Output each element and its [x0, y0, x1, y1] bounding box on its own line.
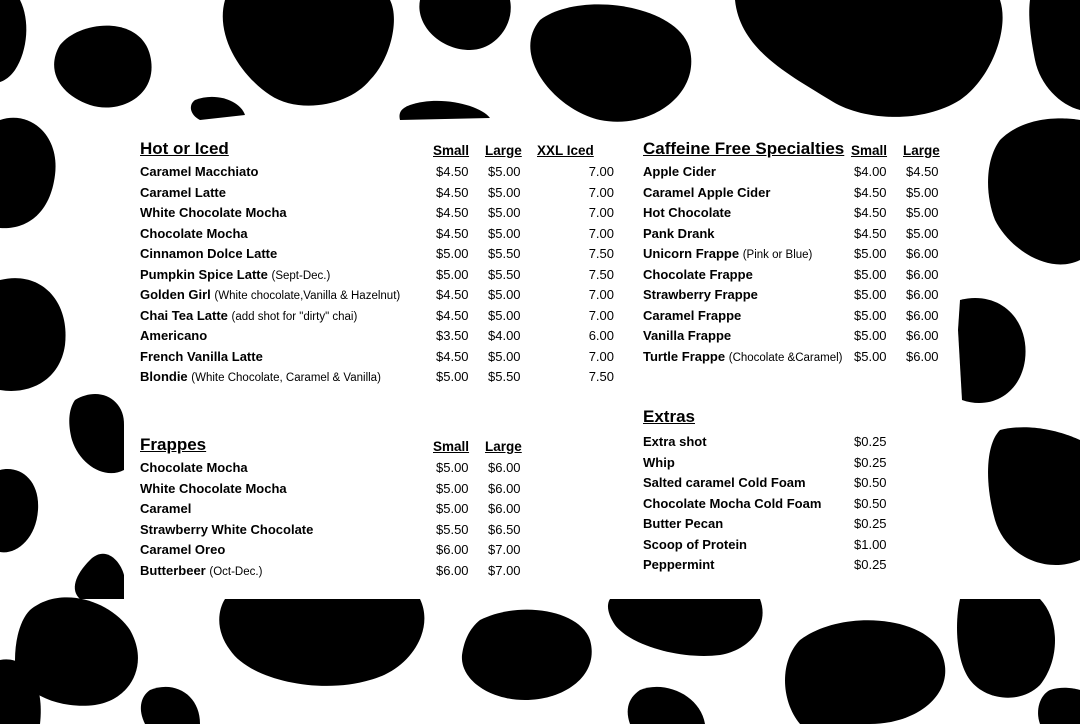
- item-name-text: White Chocolate Mocha: [140, 205, 287, 220]
- item-name: [643, 267, 753, 282]
- price: $1.00: [854, 536, 887, 552]
- price-large: $5.00: [488, 287, 521, 302]
- caffeine-free-section: [643, 139, 943, 366]
- price-small: $4.50: [436, 307, 469, 323]
- item-name: [643, 557, 715, 572]
- menu-item-row: [140, 478, 560, 499]
- item-note: (White chocolate,Vanilla & Hazelnut): [214, 290, 401, 302]
- price-small: $5.00: [854, 348, 887, 364]
- menu-item-row: [643, 305, 943, 326]
- menu-item-row: [140, 264, 614, 285]
- price: $0.25: [854, 557, 887, 572]
- item-name-text: Chai Tea Latte: [140, 307, 228, 323]
- price: $0.25: [854, 516, 887, 531]
- price-small: $4.00: [854, 164, 887, 179]
- item-note: (add shot for "dirty" chai): [231, 310, 358, 323]
- menu-item-row: [643, 325, 943, 346]
- item-name: [140, 481, 287, 496]
- menu-item-row: [643, 161, 943, 182]
- frappes-section: [140, 435, 560, 580]
- section-title-extras: Extras: [643, 407, 695, 426]
- menu-item-row: [140, 346, 614, 367]
- menu-card: [124, 123, 957, 599]
- item-note: (Oct-Dec.): [209, 565, 263, 578]
- price: $0.25: [854, 454, 887, 470]
- menu-item-row: [140, 243, 614, 264]
- item-name: [643, 185, 770, 200]
- price-large: $5.00: [488, 348, 521, 364]
- item-name: [643, 434, 707, 449]
- item-name-text: Caramel Oreo: [140, 542, 226, 557]
- item-name: [643, 246, 812, 261]
- item-name-text: Americano: [140, 328, 208, 343]
- price-large: $6.00: [488, 501, 521, 516]
- item-name-text: French Vanilla Latte: [140, 348, 263, 364]
- menu-item-row: [140, 366, 614, 387]
- price-small: $4.50: [436, 348, 469, 364]
- price-xxl-iced: 7.50: [588, 246, 614, 261]
- price-small: $4.50: [854, 225, 887, 241]
- item-name-text: Vanilla Frappe: [643, 328, 732, 343]
- price-large: $4.00: [488, 328, 521, 343]
- price-large: $5.00: [906, 225, 939, 241]
- item-name-text: Caramel Macchiato: [140, 164, 259, 179]
- item-name: [140, 369, 381, 384]
- price-large: $7.00: [488, 542, 521, 557]
- item-name-text: Butter Pecan: [643, 516, 724, 531]
- column-header-small: Small: [433, 143, 470, 158]
- price-small: $6.00: [436, 542, 469, 557]
- menu-item-row: [643, 223, 943, 244]
- menu-item-row: [643, 243, 943, 264]
- caffeine-free-header-row: [643, 139, 943, 161]
- menu-item-row: [140, 202, 614, 223]
- item-name: [643, 496, 821, 511]
- price-small: $5.00: [436, 369, 469, 384]
- price-xxl-iced: 7.50: [588, 369, 614, 384]
- item-name: [140, 328, 207, 343]
- item-name-text: Caramel: [140, 501, 192, 516]
- price-large: $5.00: [488, 225, 521, 241]
- column-header-xxl-iced: XXL Iced: [537, 143, 594, 158]
- price-small: $4.50: [854, 184, 887, 200]
- price-xxl-iced: 7.00: [588, 307, 614, 323]
- item-name: [643, 287, 758, 302]
- price-small: $5.00: [436, 480, 469, 496]
- menu-item-row: [140, 223, 614, 244]
- item-name: [140, 267, 330, 282]
- item-name-text: Unicorn Frappe: [643, 246, 740, 261]
- menu-item-row: [643, 493, 943, 514]
- item-name-text: Turtle Frappe: [643, 348, 726, 364]
- item-name-text: Apple Cider: [643, 164, 716, 179]
- menu-item-row: [140, 325, 614, 346]
- price-large: $4.50: [906, 164, 939, 179]
- price-large: $6.00: [906, 287, 939, 302]
- price-large: $6.00: [488, 460, 521, 475]
- price-small: $4.50: [436, 287, 469, 302]
- menu-item-row: [140, 284, 614, 305]
- menu-item-row: [140, 498, 560, 519]
- item-name: [643, 328, 731, 343]
- item-name-text: Peppermint: [643, 557, 715, 572]
- item-name: [140, 246, 277, 261]
- item-name-text: Whip: [643, 454, 675, 470]
- item-name: [643, 205, 731, 220]
- column-header-large: Large: [903, 143, 940, 158]
- item-name-text: Cinnamon Dolce Latte: [140, 246, 278, 261]
- hot-or-iced-header-row: [140, 139, 600, 161]
- item-name-text: Chocolate Mocha: [140, 460, 248, 475]
- item-name-text: Pank Drank: [643, 225, 715, 241]
- section-title-frappes: Frappes: [140, 435, 207, 454]
- price-small: $4.50: [436, 225, 469, 241]
- price-xxl-iced: 7.50: [588, 266, 614, 282]
- price-large: $5.00: [488, 184, 521, 200]
- item-name-text: Chocolate Mocha Cold Foam: [643, 495, 822, 511]
- section-title-caffeine-free: Caffeine Free Specialties: [643, 139, 845, 158]
- extras-list: [643, 429, 943, 575]
- item-name: [140, 563, 262, 578]
- item-name: [140, 308, 357, 323]
- price-small: $5.00: [436, 501, 469, 516]
- item-name-text: Chocolate Mocha: [140, 225, 248, 241]
- price-small: $4.50: [854, 205, 887, 220]
- item-name: [643, 226, 715, 241]
- item-name: [140, 542, 225, 557]
- item-name-text: Salted caramel Cold Foam: [643, 475, 806, 490]
- price-small: $4.50: [436, 164, 469, 179]
- item-name-text: Strawberry Frappe: [643, 287, 758, 302]
- item-name: [643, 537, 747, 552]
- frappes-header-row: [140, 435, 560, 457]
- price-small: $5.00: [854, 246, 887, 261]
- column-header-large: Large: [485, 143, 522, 158]
- price-xxl-iced: 7.00: [588, 348, 614, 364]
- price-small: $4.50: [436, 205, 469, 220]
- item-name: [643, 349, 843, 364]
- price-large: $6.00: [906, 307, 939, 323]
- item-name-text: Caramel Latte: [140, 184, 226, 200]
- hot-or-iced-section: [140, 139, 614, 387]
- item-name-text: Caramel Frappe: [643, 307, 742, 323]
- item-name-text: Pumpkin Spice Latte: [140, 266, 268, 282]
- item-name: [140, 226, 248, 241]
- price-large: $5.00: [906, 184, 939, 200]
- item-name: [140, 501, 191, 516]
- item-name: [643, 455, 675, 470]
- item-name-text: Caramel Apple Cider: [643, 184, 771, 200]
- price-large: $5.00: [488, 164, 521, 179]
- menu-item-row: [643, 202, 943, 223]
- price-small: $5.50: [436, 521, 469, 537]
- price-large: $6.00: [906, 328, 939, 343]
- hot-or-iced-list: [140, 161, 614, 387]
- item-name: [140, 164, 259, 179]
- price-large: $6.00: [906, 348, 939, 364]
- column-header-small: Small: [851, 143, 888, 158]
- item-note: (Chocolate &Caramel): [728, 351, 843, 364]
- price-small: $5.00: [854, 328, 887, 343]
- column-header-large: Large: [485, 439, 522, 454]
- price-small: $5.00: [854, 287, 887, 302]
- extras-header-row: [643, 407, 943, 429]
- price-xxl-iced: 7.00: [588, 225, 614, 241]
- item-name: [643, 308, 741, 323]
- menu-item-row: [140, 539, 560, 560]
- price-xxl-iced: 7.00: [588, 287, 614, 302]
- price-large: $6.00: [906, 246, 939, 261]
- menu-item-row: [643, 513, 943, 534]
- price: $0.25: [854, 434, 887, 449]
- item-name: [643, 475, 806, 490]
- menu-item-row: [140, 182, 614, 203]
- extras-section: [643, 407, 943, 575]
- item-name: [140, 205, 287, 220]
- price-xxl-iced: 7.00: [588, 164, 614, 179]
- menu-item-row: [140, 305, 614, 326]
- item-name-text: Scoop of Protein: [643, 536, 747, 552]
- menu-item-row: [643, 284, 943, 305]
- price-small: $3.50: [436, 328, 469, 343]
- menu-item-row: [140, 457, 560, 478]
- price-large: $6.00: [488, 480, 521, 496]
- price: $0.50: [854, 475, 887, 490]
- price-small: $4.50: [436, 184, 469, 200]
- item-note: (White Chocolate, Caramel & Vanilla): [191, 372, 381, 384]
- price-xxl-iced: 7.00: [588, 184, 614, 200]
- price-large: $5.00: [488, 205, 521, 220]
- price-large: $6.50: [488, 521, 521, 537]
- item-name: [140, 349, 263, 364]
- menu-item-row: [643, 534, 943, 555]
- item-name: [140, 522, 313, 537]
- item-name: [140, 460, 248, 475]
- price-large: $5.00: [488, 307, 521, 323]
- menu-item-row: [140, 161, 614, 182]
- price-small: $5.00: [436, 266, 469, 282]
- price-xxl-iced: 7.00: [588, 205, 614, 220]
- price-small: $5.00: [436, 460, 469, 475]
- price-small: $5.00: [854, 307, 887, 323]
- column-header-small: Small: [433, 439, 470, 454]
- menu-item-row: [643, 554, 943, 575]
- price-large: $7.00: [488, 562, 521, 578]
- item-name-text: Hot Chocolate: [643, 205, 732, 220]
- price-large: $5.50: [488, 246, 521, 261]
- item-name: [140, 185, 226, 200]
- frappes-list: [140, 457, 560, 580]
- menu-item-row: [140, 560, 560, 581]
- item-name-text: White Chocolate Mocha: [140, 480, 287, 496]
- item-name-text: Strawberry White Chocolate: [140, 521, 314, 537]
- item-name-text: Chocolate Frappe: [643, 266, 753, 282]
- item-note: (Pink or Blue): [742, 249, 813, 261]
- caffeine-free-list: [643, 161, 943, 366]
- price: $0.50: [854, 495, 887, 511]
- item-name-text: Butterbeer: [140, 562, 206, 578]
- menu-item-row: [643, 346, 943, 367]
- price-small: $5.00: [854, 266, 887, 282]
- item-name: [643, 516, 723, 531]
- menu-item-row: [643, 452, 943, 473]
- menu-item-row: [643, 472, 943, 493]
- item-name: [643, 164, 716, 179]
- menu-item-row: [140, 519, 560, 540]
- item-name-text: Extra shot: [643, 434, 707, 449]
- price-large: $5.00: [906, 205, 939, 220]
- price-small: $5.00: [436, 246, 469, 261]
- item-name: [140, 287, 400, 302]
- price-large: $5.50: [488, 369, 521, 384]
- item-name-text: Golden Girl: [140, 287, 211, 302]
- price-xxl-iced: 6.00: [588, 328, 614, 343]
- menu-item-row: [643, 182, 943, 203]
- price-large: $5.50: [488, 266, 521, 282]
- price-small: $6.00: [436, 562, 469, 578]
- menu-item-row: [643, 264, 943, 285]
- section-title-hot-or-iced: Hot or Iced: [140, 139, 229, 158]
- menu-item-row: [643, 431, 943, 452]
- price-large: $6.00: [906, 266, 939, 282]
- item-note: (Sept-Dec.): [271, 269, 331, 282]
- item-name-text: Blondie: [140, 369, 188, 384]
